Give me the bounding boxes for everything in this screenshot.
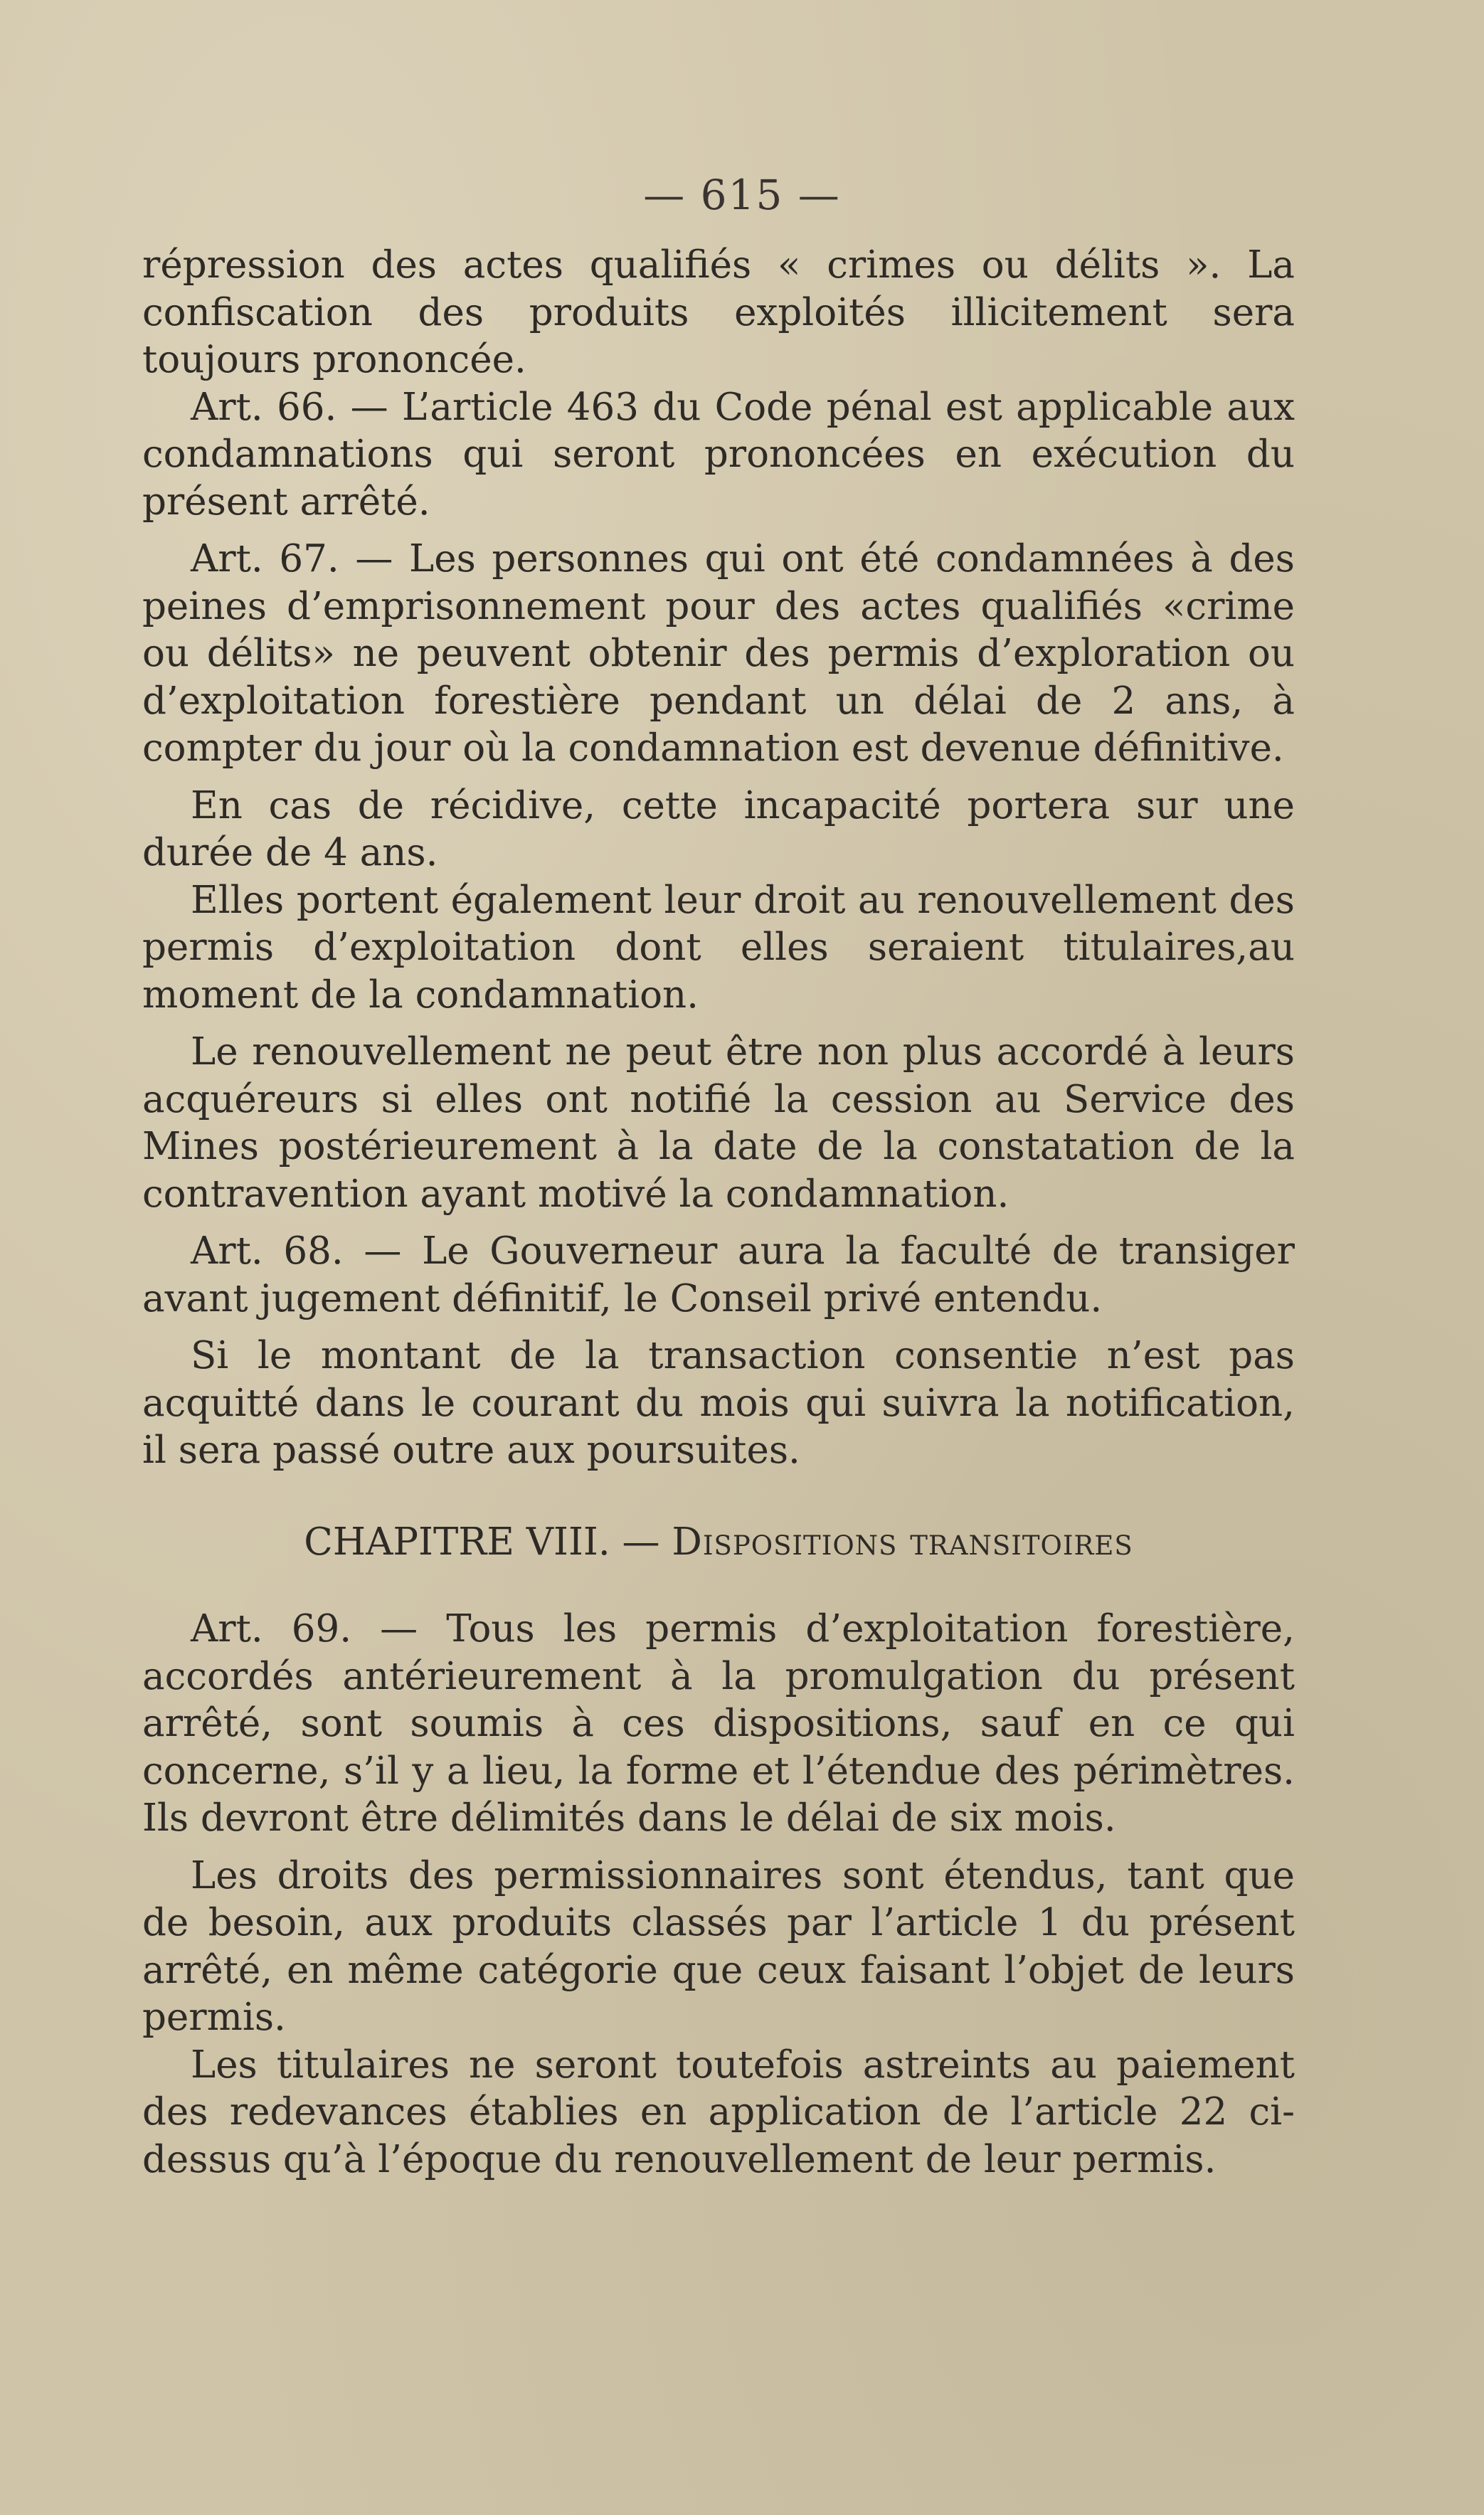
chapter-number: CHAPITRE VIII.	[304, 1520, 610, 1564]
body-text	[142, 242, 1295, 2183]
paragraph-art-67: Art. 67. — Les personnes qui ont été condamnées à des peines d’emprisonnement pour des actes qualifiés «crime ou délits» ne peuvent obtenir des permis d’exploration ou d’exploitation forestière pendant un délai de 2 ans, à compter du jour où la condamnation est devenue définitive.	[142, 537, 1295, 770]
chapter-dash: —	[622, 1520, 660, 1564]
paragraph-recidive: En cas de récidive, cette incapacité portera sur une durée de 4 ans.	[142, 783, 1295, 874]
paragraph-renouvellement-acquereurs: Le renouvellement ne peut être non plus accordé à leurs acquéreurs si elles ont notifié la cession au Service des Mines postérieurement à la date de la constatation de la contravention ayant motivé la condamnation.	[142, 1030, 1295, 1216]
paragraph-renouvellement-droit: Elles portent également leur droit au renouvellement des permis d’exploitation dont elles seraient titulaires,au moment de la condamnation.	[142, 878, 1295, 1017]
chapter-heading	[142, 1519, 1295, 1567]
paragraph-repression: répression des actes qualifiés « crimes ou délits ». La confiscation des produits exploités illicitement sera toujours prononcée.	[142, 243, 1295, 381]
paragraph-titulaires-redevances: Les titulaires ne seront toutefois astreints au paiement des redevances établies en application de l’article 22 ci-dessus qu’à l’époque du renouvellement de leur permis.	[142, 2043, 1295, 2181]
paragraph-transaction: Si le montant de la transaction consentie n’est pas acquitté dans le courant du mois qui suivra la notification, il sera passé outre aux poursuites.	[142, 1334, 1295, 1472]
page-number: — 615 —	[643, 171, 841, 219]
paragraph-art-66: Art. 66. — L’article 463 du Code pénal est applicable aux condamnations qui seront prononcées en exécution du présent arrêté.	[142, 385, 1295, 524]
paragraph-art-69: Art. 69. — Tous les permis d’exploitation forestière, accordés antérieurement à la promulgation du présent arrêté, sont soumis à ces dispositions, sauf en ce qui concerne, s’il y a lieu, la forme et l’étendue des périmètres. Ils devront être délimités dans le délai de six mois.	[142, 1607, 1295, 1840]
paragraph-art-68: Art. 68. — Le Gouverneur aura la faculté de transiger avant jugement définitif, le Conseil privé entendu.	[142, 1229, 1295, 1320]
chapter-title: Dispositions transitoires	[672, 1520, 1133, 1564]
paragraph-droits-permissionnaires: Les droits des permissionnaires sont étendus, tant que de besoin, aux produits classés par l’article 1 du présent arrêté, en même catégorie que ceux faisant l’objet de leurs permis.	[142, 1853, 1295, 2039]
